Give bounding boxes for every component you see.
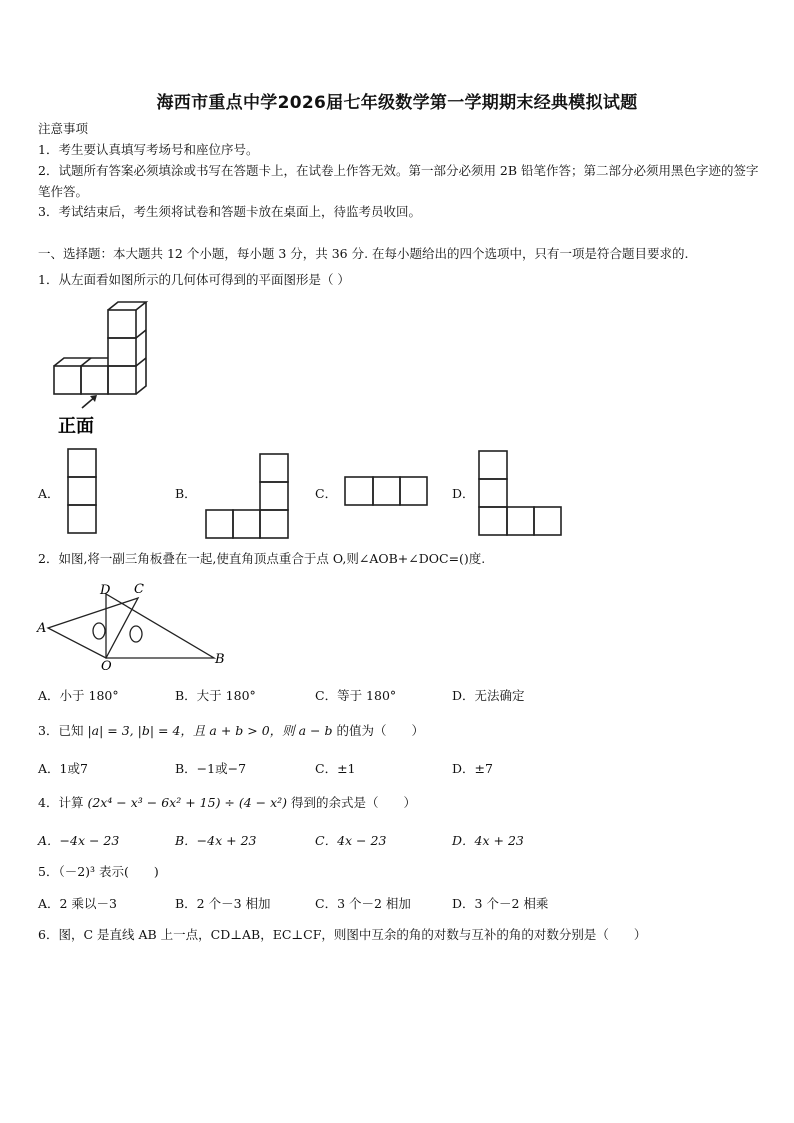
q1-figure-label: 正面 xyxy=(58,416,94,437)
q4-option-c[interactable]: C．4x − 23 xyxy=(315,833,387,848)
q3-option-b[interactable]: B．−1或−7 xyxy=(175,761,247,776)
notice-item-3: 3．考试结束后，考生须将试卷和答题卡放在桌面上，待监考员收回。 xyxy=(38,204,421,219)
q1-option-c[interactable]: C． xyxy=(315,486,338,501)
q2-option-d[interactable]: D．无法确定 xyxy=(452,688,525,703)
q2-triangles-figure xyxy=(34,580,234,672)
q3-option-d[interactable]: D．±7 xyxy=(452,761,493,776)
q1-solid-figure xyxy=(44,298,154,438)
q3-stem-suffix: 的值为（ ） xyxy=(336,723,424,738)
notice-heading: 注意事项 xyxy=(38,121,89,136)
q2-point-c: C xyxy=(134,582,144,597)
q6-stem: 6．图，C 是直线 AB 上一点，CD⊥AB，EC⊥CF，则图中互余的角的对数与互补的角的对数分别是（ ） xyxy=(38,927,647,942)
q2-option-a[interactable]: A．小于 180° xyxy=(38,688,119,703)
q4-option-a[interactable]: A．−4x − 23 xyxy=(38,833,120,848)
q4-option-d[interactable]: D．4x + 23 xyxy=(452,833,524,848)
q1-option-d-shape xyxy=(477,449,567,539)
q3-option-c[interactable]: C．±1 xyxy=(315,761,356,776)
q2-stem: 2．如图,将一副三角板叠在一起,使直角顶点重合于点 O,则∠AOB+∠DOC=()度. xyxy=(38,551,486,566)
q2-point-a: A xyxy=(37,621,47,636)
q1-stem: 1．从左面看如图所示的几何体可得到的平面图形是（ ） xyxy=(38,272,350,287)
q5-stem: 5．（－2)³ 表示( ) xyxy=(38,864,159,879)
q4-stem-math: (2x⁴ − x³ − 6x² + 15) ÷ (4 − x²) xyxy=(87,795,288,810)
q2-point-b: B xyxy=(215,652,225,667)
q2-point-d: D xyxy=(100,583,111,598)
q2-option-b[interactable]: B．大于 180° xyxy=(175,688,256,703)
q4-option-b[interactable]: B．−4x + 23 xyxy=(175,833,257,848)
q1-option-a[interactable]: A． xyxy=(38,486,60,501)
q4-stem xyxy=(38,793,763,813)
q3-stem-prefix: 3．已知 xyxy=(38,723,84,738)
q5-option-c[interactable]: C．3 个－2 相加 xyxy=(315,896,411,911)
q1-option-b[interactable]: B． xyxy=(175,486,197,501)
q2-point-o: O xyxy=(101,659,112,672)
notice-item-1: 1．考生要认真填写考场号和座位序号。 xyxy=(38,142,259,157)
section-heading: 一、选择题：本大题共 12 个小题，每小题 3 分，共 36 分. 在每小题给出的四个选项中，只有一项是符合题目要求的. xyxy=(38,246,689,261)
q4-stem-prefix: 4．计算 xyxy=(38,795,84,810)
q3-stem-math: |a| = 3, |b| = 4，且 a + b > 0，则 a − b xyxy=(87,723,333,738)
q1-option-c-shape xyxy=(343,475,433,509)
page-title: 海西市重点中学2026届七年级数学第一学期期末经典模拟试题 xyxy=(156,93,638,113)
q4-stem-suffix: 得到的余式是（ ） xyxy=(291,795,417,810)
q3-option-a[interactable]: A．1或7 xyxy=(38,761,88,776)
q5-option-d[interactable]: D．3 个－2 相乘 xyxy=(452,896,549,911)
q5-option-b[interactable]: B．2 个－3 相加 xyxy=(175,896,271,911)
q1-option-d[interactable]: D． xyxy=(452,486,475,501)
q2-option-c[interactable]: C．等于 180° xyxy=(315,688,397,703)
notice-item-2: 2．试题所有答案必须填涂或书写在答题卡上，在试卷上作答无效。第一部分必须用 2B 铅笔作答；第二部分必须用黑色字迹的签字笔作答。 xyxy=(38,163,759,199)
q1-option-b-shape xyxy=(204,452,294,542)
q3-stem xyxy=(38,721,763,741)
q1-option-a-shape xyxy=(66,447,100,537)
q5-option-a[interactable]: A．2 乘以－3 xyxy=(38,896,117,911)
